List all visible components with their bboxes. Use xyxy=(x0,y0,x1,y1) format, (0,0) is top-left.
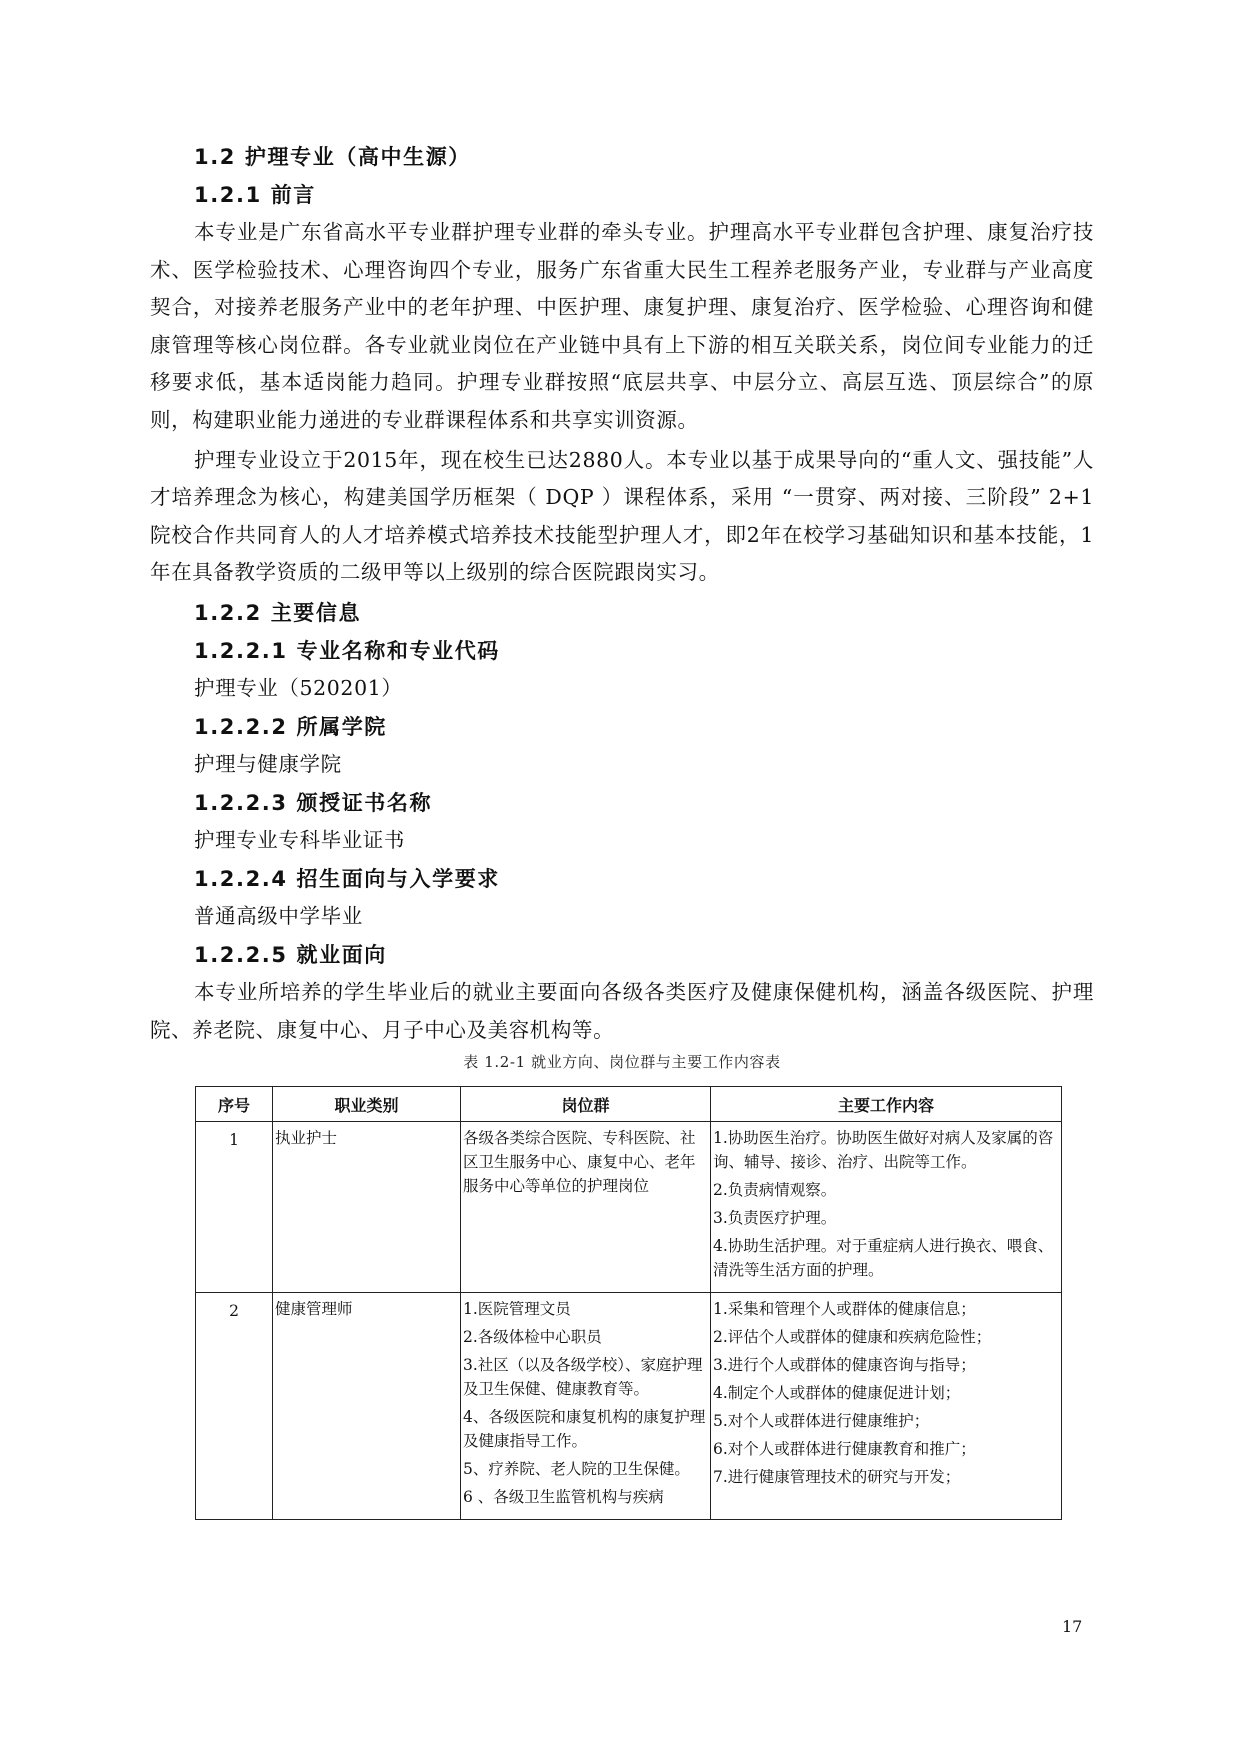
page-number: 17 xyxy=(1062,1617,1083,1636)
document-page xyxy=(150,138,1094,1520)
row-duties xyxy=(711,1293,1062,1520)
duty-item: 2.负责病情观察。 xyxy=(713,1181,837,1200)
table-row xyxy=(196,1122,1062,1293)
college-name: 护理与健康学院 xyxy=(194,751,342,776)
duty-item: 1.协助医生治疗。协助医生做好对病人及家属的咨询、辅导、接诊、治疗、出院等工作。 xyxy=(713,1129,1054,1172)
table-header-row xyxy=(196,1087,1062,1122)
heading-1-2-2-5: 1.2.2.5 就业面向 xyxy=(194,942,387,967)
position-item: 1.医院管理文员 xyxy=(463,1300,571,1319)
duty-item: 4.协助生活护理。对于重症病人进行换衣、喂食、清洗等生活方面的护理。 xyxy=(713,1237,1054,1280)
duty-item: 6.对个人或群体进行健康教育和推广； xyxy=(713,1440,976,1459)
employment-table xyxy=(195,1086,1062,1520)
position-item: 6 、各级卫生监管机构与疾病 xyxy=(463,1488,664,1507)
position-item: 3.社区（以及各级学校）、家庭护理及卫生保健、健康教育等。 xyxy=(463,1356,703,1399)
heading-1-2-2-4: 1.2.2.4 招生面向与入学要求 xyxy=(194,866,500,891)
row-duties xyxy=(711,1122,1062,1293)
paragraph-intro-2: 护理专业设立于2015年，现在校生已达2880人。本专业以基于成果导向的“重人文、强技能”人才培养理念为核心，构建美国学历框架（ DQP ）课程体系，采用 “一贯穿、两对接、三阶段” 2+1院校合作共同育人的人才培养模式培养技术技能型护理人才，即2年在校学习基础知识和基本技能，1年在具备教学资质的二级甲等以上级别的综合医院跟岗实习。 xyxy=(150,447,1094,585)
position-item: 5、疗养院、老人院的卫生保健。 xyxy=(463,1460,690,1479)
heading-1-2-2: 1.2.2 主要信息 xyxy=(194,600,362,625)
header-positions: 岗位群 xyxy=(461,1087,711,1122)
header-category: 职业类别 xyxy=(273,1087,461,1122)
row-positions xyxy=(461,1293,711,1520)
duty-item: 2.评估个人或群体的健康和疾病危险性； xyxy=(713,1328,992,1347)
header-no: 序号 xyxy=(196,1087,273,1122)
duty-item: 4.制定个人或群体的健康促进计划； xyxy=(713,1384,961,1403)
duty-item: 3.负责医疗护理。 xyxy=(713,1209,837,1228)
position-item: 各级各类综合医院、专科医院、社区卫生服务中心、康复中心、老年服务中心等单位的护理岗位 xyxy=(463,1129,696,1196)
duty-item: 5.对个人或群体进行健康维护； xyxy=(713,1412,930,1431)
paragraph-employment: 本专业所培养的学生毕业后的就业主要面向各级各类医疗及健康保健机构，涵盖各级医院、护理院、养老院、康复中心、月子中心及美容机构等。 xyxy=(150,979,1094,1042)
heading-1-2-2-3: 1.2.2.3 颁授证书名称 xyxy=(194,790,433,815)
row-category: 执业护士 xyxy=(273,1122,461,1293)
row-no: 1 xyxy=(196,1122,273,1293)
position-item: 2.各级体检中心职员 xyxy=(463,1328,602,1347)
admission-requirement: 普通高级中学毕业 xyxy=(194,903,363,928)
duty-item: 3.进行个人或群体的健康咨询与指导； xyxy=(713,1356,976,1375)
major-name-code: 护理专业（520201） xyxy=(194,675,403,700)
heading-1-2: 1.2 护理专业（高中生源） xyxy=(194,145,471,169)
heading-1-2-1: 1.2.1 前言 xyxy=(194,183,316,207)
paragraph-intro-1: 本专业是广东省高水平专业群护理专业群的牵头专业。护理高水平专业群包含护理、康复治疗技术、医学检验技术、心理咨询四个专业，服务广东省重大民生工程养老服务产业，专业群与产业高度契合，对接养老服务产业中的老年护理、中医护理、康复护理、康复治疗、医学检验、心理咨询和健康管理等核心岗位群。各专业就业岗位在产业链中具有上下游的相互关联关系，岗位间专业能力的迁移要求低，基本适岗能力趋同。护理专业群按照“底层共享、中层分立、高层互选、顶层综合”的原则，构建职业能力递进的专业群课程体系和共享实训资源。 xyxy=(150,220,1094,432)
table-row xyxy=(196,1293,1062,1520)
heading-1-2-2-1: 1.2.2.1 专业名称和专业代码 xyxy=(194,638,500,663)
row-positions xyxy=(461,1122,711,1293)
row-category: 健康管理师 xyxy=(273,1293,461,1520)
row-no: 2 xyxy=(196,1293,273,1520)
position-item: 4、各级医院和康复机构的康复护理及健康指导工作。 xyxy=(463,1408,706,1451)
certificate-name: 护理专业专科毕业证书 xyxy=(194,827,405,852)
duty-item: 1.采集和管理个人或群体的健康信息； xyxy=(713,1300,976,1319)
table-caption: 表 1.2-1 就业方向、岗位群与主要工作内容表 xyxy=(463,1053,781,1072)
heading-1-2-2-2: 1.2.2.2 所属学院 xyxy=(194,714,387,739)
header-duties: 主要工作内容 xyxy=(711,1087,1062,1122)
duty-item: 7.进行健康管理技术的研究与开发； xyxy=(713,1468,961,1487)
